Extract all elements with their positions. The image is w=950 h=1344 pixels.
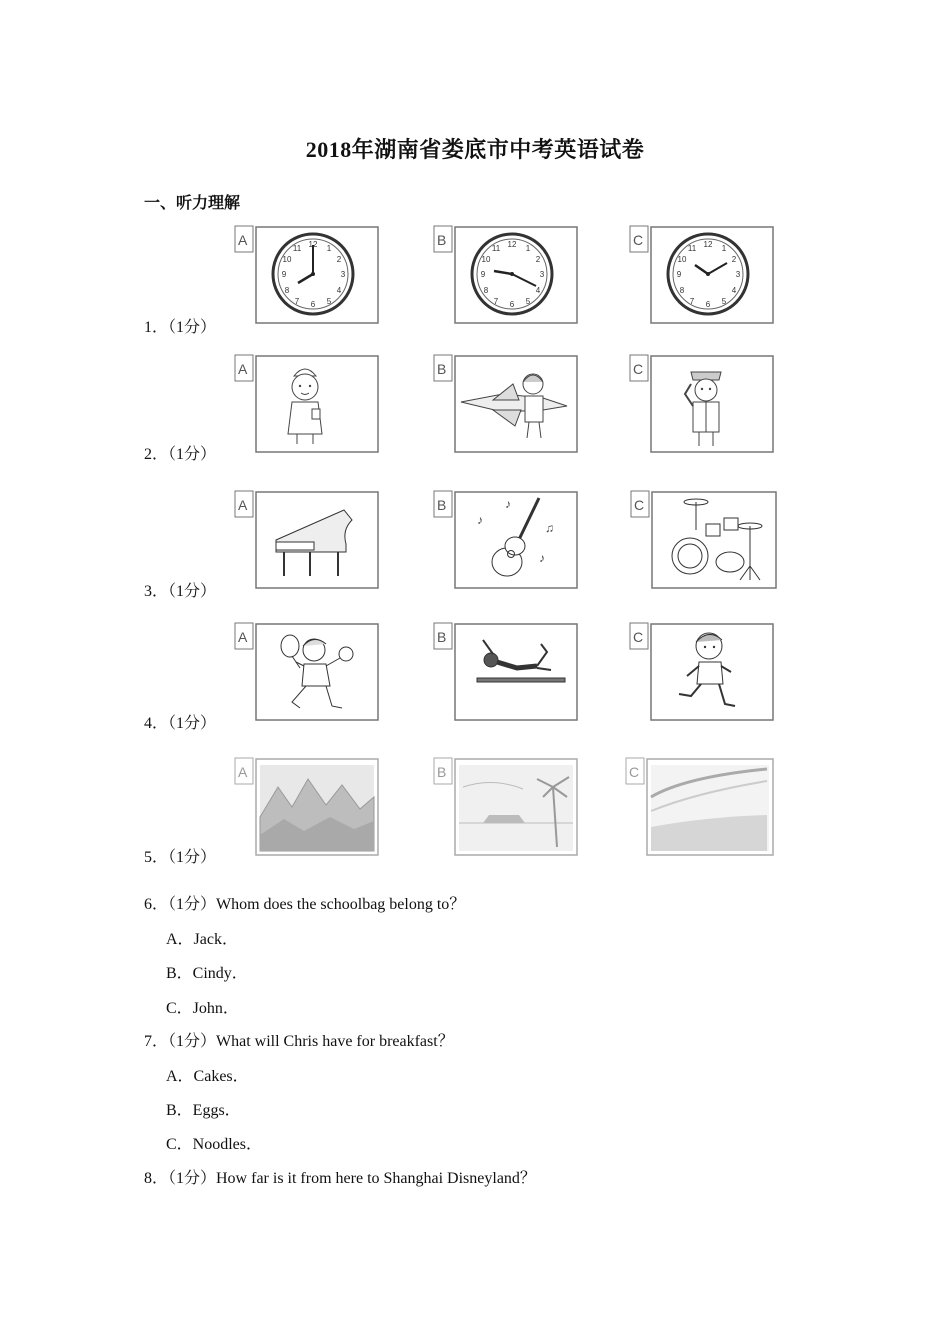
- svg-text:1: 1: [326, 244, 332, 253]
- svg-text:B: B: [437, 764, 447, 780]
- svg-text:♫: ♫: [545, 521, 554, 535]
- svg-text:5: 5: [721, 297, 727, 306]
- svg-text:7: 7: [689, 297, 695, 306]
- question-7-stem: 7．（1分）What will Chris have for breakfast？: [144, 1033, 454, 1050]
- question-3-label: 3．（1分）: [144, 583, 217, 600]
- svg-text:6: 6: [310, 300, 316, 309]
- q1-option-b-clock-picture: [433, 225, 581, 325]
- question-7-option-a[interactable]: A．Cakes．: [166, 1068, 249, 1085]
- svg-text:♪: ♪: [505, 497, 511, 511]
- svg-text:9: 9: [676, 270, 682, 279]
- question-2-label: 2．（1分）: [144, 446, 217, 463]
- question-8-stem: 8．（1分）How far is it from here to Shanghai Disneyland？: [144, 1170, 536, 1187]
- q3-option-b-guitar-picture: [433, 490, 581, 590]
- svg-text:C: C: [633, 361, 644, 377]
- q5-option-c-river-picture: [625, 757, 775, 857]
- question-6-option-b[interactable]: B．Cindy．: [166, 965, 248, 982]
- svg-text:3: 3: [340, 270, 346, 279]
- svg-text:B: B: [437, 232, 447, 248]
- exam-title: 2018年湖南省娄底市中考英语试卷: [305, 137, 645, 162]
- question-5-label: 5．（1分）: [144, 849, 217, 866]
- svg-text:4: 4: [535, 286, 541, 295]
- q2-option-b-pilot-picture: [433, 354, 581, 454]
- svg-text:1: 1: [525, 244, 531, 253]
- svg-text:8: 8: [679, 286, 685, 295]
- svg-text:A: A: [238, 764, 248, 780]
- q4-option-b-high-jump-picture: [433, 622, 581, 722]
- question-7-option-c[interactable]: C．Noodles．: [166, 1136, 263, 1153]
- question-6-option-a[interactable]: A．Jack．: [166, 931, 238, 948]
- svg-text:B: B: [437, 629, 447, 645]
- svg-text:3: 3: [539, 270, 545, 279]
- svg-text:3: 3: [735, 270, 741, 279]
- svg-text:2: 2: [731, 255, 737, 264]
- q4-option-c-running-picture: [629, 622, 777, 722]
- svg-text:7: 7: [294, 297, 300, 306]
- svg-text:C: C: [633, 232, 644, 248]
- svg-text:9: 9: [281, 270, 287, 279]
- q4-option-a-tennis-picture: [234, 622, 382, 722]
- svg-text:12: 12: [308, 240, 318, 249]
- q1-option-a-clock-picture: [234, 225, 382, 325]
- svg-text:2: 2: [336, 255, 342, 264]
- svg-text:11: 11: [687, 244, 697, 253]
- svg-text:♪: ♪: [477, 513, 483, 527]
- svg-text:12: 12: [703, 240, 713, 249]
- question-7-option-b[interactable]: B．Eggs．: [166, 1102, 241, 1119]
- svg-text:5: 5: [525, 297, 531, 306]
- svg-text:10: 10: [282, 255, 292, 264]
- question-6-stem: 6．（1分）Whom does the schoolbag belong to？: [144, 896, 466, 913]
- svg-text:8: 8: [284, 286, 290, 295]
- question-6-option-c[interactable]: C．John．: [166, 1000, 239, 1017]
- svg-text:C: C: [634, 497, 645, 513]
- svg-text:11: 11: [491, 244, 501, 253]
- svg-text:6: 6: [509, 300, 515, 309]
- question-1-label: 1．（1分）: [144, 319, 217, 336]
- svg-text:♪: ♪: [539, 551, 545, 565]
- svg-text:9: 9: [480, 270, 486, 279]
- svg-text:10: 10: [677, 255, 687, 264]
- svg-text:4: 4: [731, 286, 737, 295]
- q5-option-b-beach-picture: [433, 757, 581, 857]
- svg-text:B: B: [437, 497, 447, 513]
- svg-text:C: C: [633, 629, 644, 645]
- q3-option-c-drums-picture: [630, 490, 780, 590]
- svg-text:6: 6: [705, 300, 711, 309]
- svg-text:10: 10: [481, 255, 491, 264]
- svg-text:1: 1: [721, 244, 727, 253]
- svg-text:11: 11: [292, 244, 302, 253]
- svg-text:A: A: [238, 361, 248, 377]
- svg-text:4: 4: [336, 286, 342, 295]
- section-heading-listening: 一、听力理解: [144, 195, 241, 212]
- question-4-label: 4．（1分）: [144, 715, 217, 732]
- q5-option-a-mountains-picture: [234, 757, 382, 857]
- svg-text:C: C: [629, 764, 640, 780]
- svg-text:8: 8: [483, 286, 489, 295]
- q1-option-c-clock-picture: [629, 225, 777, 325]
- svg-text:2: 2: [535, 255, 541, 264]
- q2-option-c-policeman-picture: [629, 354, 777, 454]
- svg-text:A: A: [238, 629, 248, 645]
- q2-option-a-nurse-picture: [234, 354, 382, 454]
- svg-text:5: 5: [326, 297, 332, 306]
- svg-text:12: 12: [507, 240, 517, 249]
- svg-text:A: A: [238, 232, 248, 248]
- svg-text:B: B: [437, 361, 447, 377]
- q3-option-a-piano-picture: [234, 490, 382, 590]
- svg-text:A: A: [238, 497, 248, 513]
- svg-text:7: 7: [493, 297, 499, 306]
